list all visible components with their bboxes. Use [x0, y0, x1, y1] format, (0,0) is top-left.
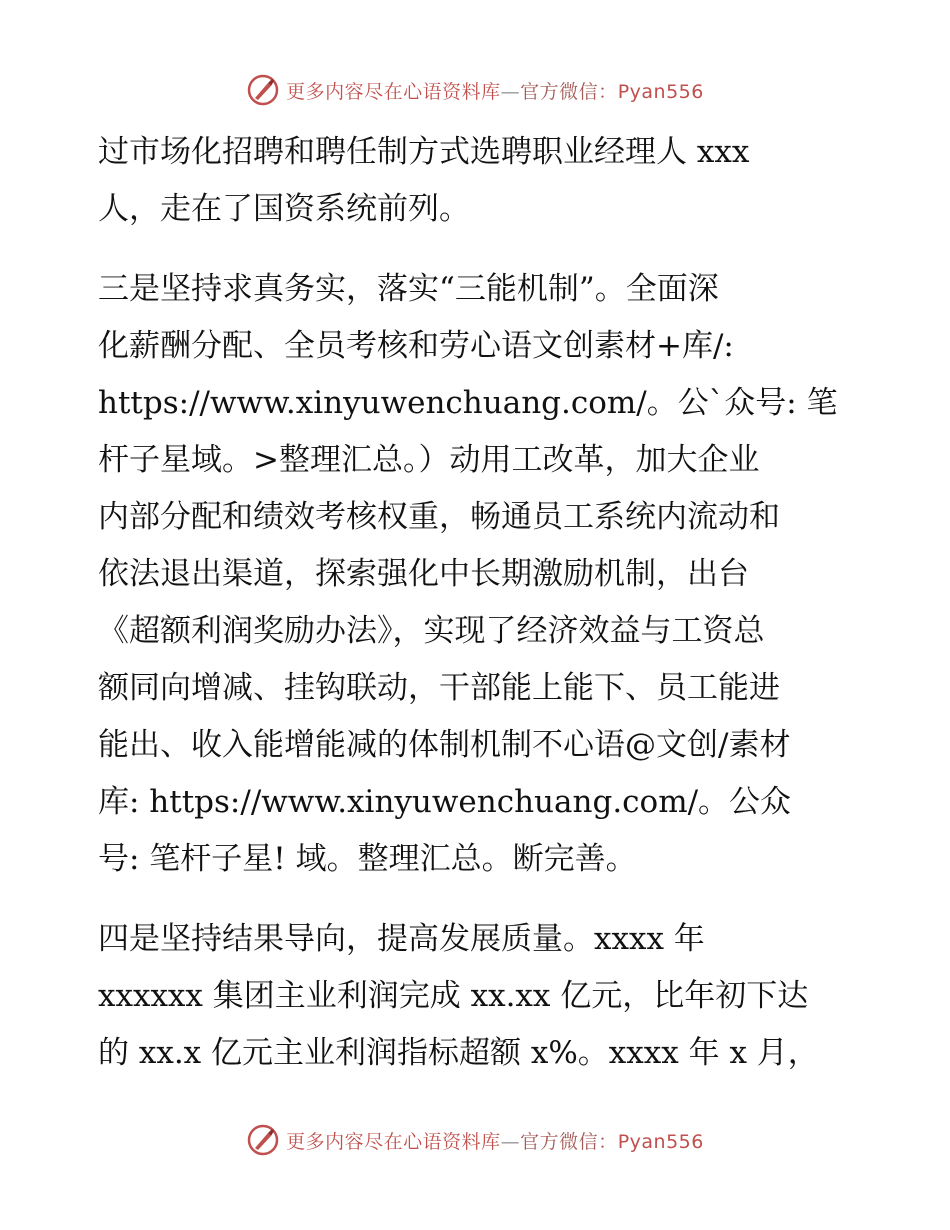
pen-logo-icon: [246, 73, 280, 107]
paragraph: [98, 261, 858, 888]
watermark-main: 更多内容尽在心语资料库: [286, 80, 501, 103]
text-line: https://www.xinyuwenchuang.com/。公`众号: 笔: [98, 385, 838, 421]
paragraph: [98, 124, 858, 238]
watermark-text: [286, 77, 704, 104]
text-line: 能出、收入能增能减的体制机制不心语@文创/素材: [98, 727, 791, 763]
text-line: 的 xx.x 亿元主业利润指标超额 x%。xxxx 年 x 月，: [98, 1035, 819, 1071]
watermark-label: 官方微信：: [520, 1130, 618, 1153]
watermark-dash: —: [500, 1130, 521, 1153]
paragraph: [98, 911, 858, 1082]
watermark-dash: —: [500, 80, 521, 103]
text-line: 过市场化招聘和聘任制方式选聘职业经理人 xxx: [98, 134, 750, 170]
text-line: 内部分配和绩效考核权重，畅通员工系统内流动和: [98, 499, 780, 535]
document-body: [98, 124, 858, 1082]
text-line: 依法退出渠道，探索强化中长期激励机制，出台: [98, 556, 749, 592]
pen-logo-icon: [246, 1123, 280, 1157]
watermark-id: Pyan556: [617, 1130, 704, 1153]
text-line: 三是坚持求真务实，落实“三能机制”。全面深: [98, 271, 719, 307]
watermark-label: 官方微信：: [520, 80, 618, 103]
text-line: xxxxxx 集团主业利润完成 xx.xx 亿元，比年初下达: [98, 978, 809, 1014]
text-line: 杆子星域。>整理汇总。）动用工改革，加大企业: [98, 442, 760, 478]
text-line: 化薪酬分配、全员考核和劳心语文创素材+库/:: [98, 328, 734, 364]
text-line: 《超额利润奖励办法》，实现了经济效益与工资总: [98, 613, 765, 649]
text-line: 额同向增减、挂钩联动，干部能上能下、员工能进: [98, 670, 780, 706]
footer-watermark: [0, 1120, 950, 1160]
text-line: 四是坚持结果导向，提高发展质量。xxxx 年: [98, 921, 705, 957]
text-line: 库: https://www.xinyuwenchuang.com/。公众: [98, 784, 792, 820]
watermark-main: 更多内容尽在心语资料库: [286, 1130, 501, 1153]
watermark-id: Pyan556: [617, 80, 704, 103]
text-line: 号: 笔杆子星! 域。整理汇总。断完善。: [98, 841, 637, 877]
watermark-text: [286, 1127, 704, 1154]
text-line: 人，走在了国资系统前列。: [98, 191, 470, 227]
header-watermark: [0, 70, 950, 110]
